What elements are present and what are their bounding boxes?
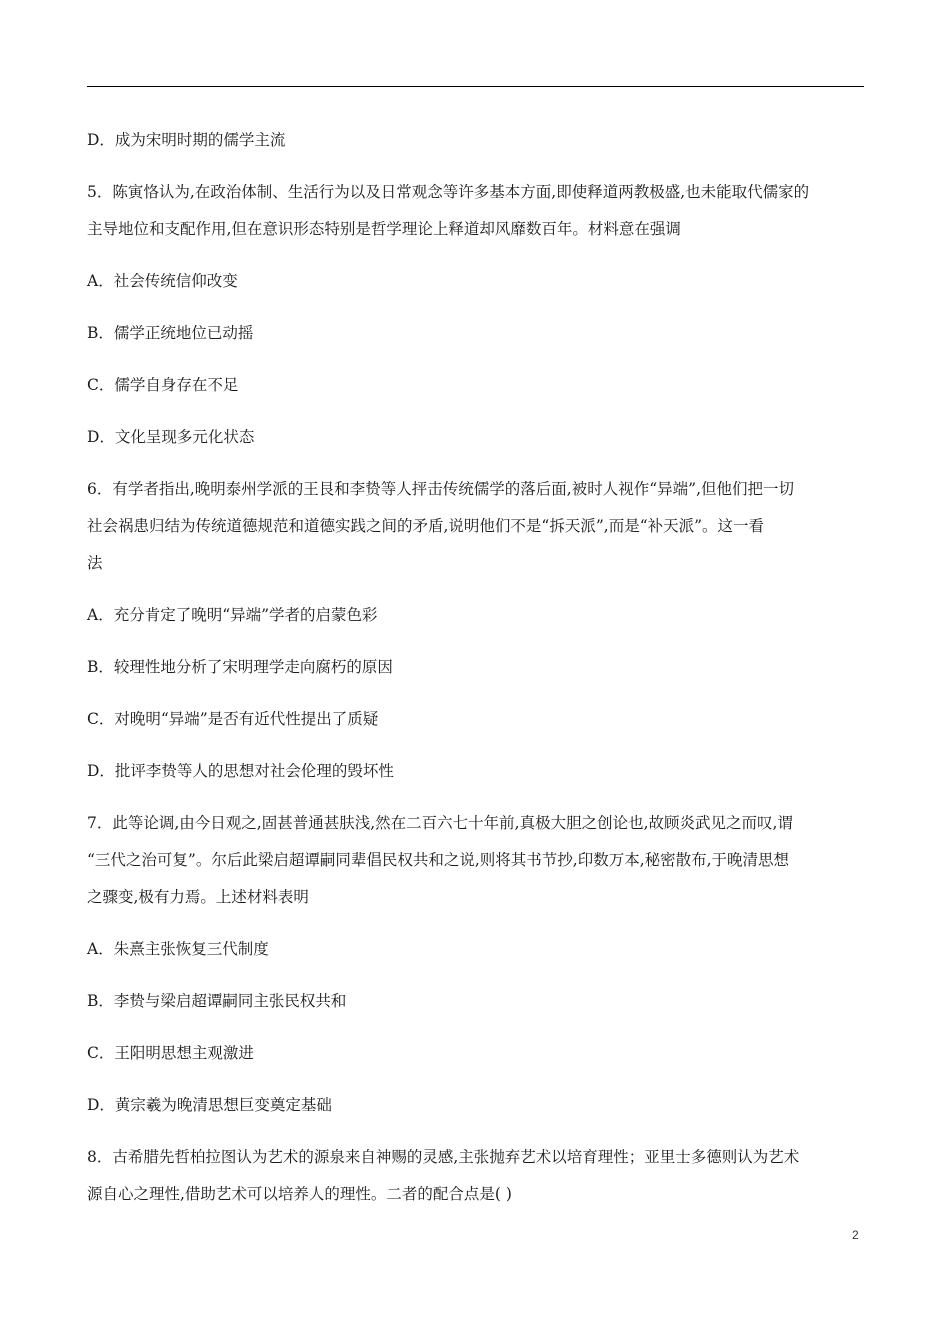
page-number: 2: [852, 1228, 859, 1242]
spacer: [87, 686, 867, 701]
spacer: [87, 159, 867, 174]
q6-stem-line-1: 6．有学者指出,晚明泰州学派的王艮和李贽等人抨击传统儒学的落后面,被时人视作“异端”,但他们把一切: [87, 480, 794, 498]
q8-stem-line-1: 8．古希腊先哲柏拉图认为艺术的源泉来自神赐的灵感,主张抛弃艺术以培育理性；亚里士多德则认为艺术: [87, 1148, 800, 1166]
spacer: [87, 404, 867, 419]
spacer: [87, 456, 867, 471]
q7-option-b: B．李贽与梁启超谭嗣同主张民权共和: [87, 992, 347, 1010]
q5-stem-line-2: 主导地位和支配作用,但在意识形态特别是哲学理论上释道却风靡数百年。材料意在强调: [87, 220, 681, 238]
spacer: [87, 352, 867, 367]
spacer: [87, 1124, 867, 1139]
q7-stem-line-1: 7．此等论调,由今日观之,固甚普通甚肤浅,然在二百六七十年前,真极大胆之创论也,故顾炎武见之而叹,谓: [87, 814, 793, 832]
q5-option-a: A．社会传统信仰改变: [87, 272, 238, 290]
document-body: [87, 122, 867, 1213]
q7-option-a: A．朱熹主张恢复三代制度: [87, 940, 269, 958]
q6-option-c: C．对晚明“异端”是否有近代性提出了质疑: [87, 710, 379, 728]
spacer: [87, 968, 867, 983]
q5-stem-line-1: 5．陈寅恪认为,在政治体制、生活行为以及日常观念等许多基本方面,即使释道两教极盛,也未能取代儒家的: [87, 183, 810, 201]
spacer: [87, 738, 867, 753]
q5-option-c: C．儒学自身存在不足: [87, 376, 239, 394]
header-rule: [87, 86, 864, 87]
spacer: [87, 1020, 867, 1035]
spacer: [87, 1072, 867, 1087]
spacer: [87, 248, 867, 263]
spacer: [87, 300, 867, 315]
q6-stem-line-2: 社会祸患归结为传统道德规范和道德实践之间的矛盾,说明他们不是“拆天派”,而是“补天派”。这一看: [87, 517, 765, 535]
q5-option-d: D．文化呈现多元化状态: [87, 428, 255, 446]
spacer: [87, 582, 867, 597]
q6-option-a: A．充分肯定了晚明“异端”学者的启蒙色彩: [87, 606, 378, 624]
q7-stem-line-2: “三代之治可复”。尔后此梁启超谭嗣同辈倡民权共和之说,则将其书节抄,印数万本,秘密散布,于晚清思想: [87, 851, 790, 869]
q4-option-d: D．成为宋明时期的儒学主流: [87, 131, 286, 149]
q6-option-b: B．较理性地分析了宋明理学走向腐朽的原因: [87, 658, 393, 676]
spacer: [87, 790, 867, 805]
q7-option-c: C．王阳明思想主观激进: [87, 1044, 254, 1062]
q7-stem-line-3: 之骤变,极有力焉。上述材料表明: [87, 888, 309, 906]
spacer: [87, 916, 867, 931]
q5-option-b: B．儒学正统地位已动摇: [87, 324, 254, 342]
q8-stem-line-2: 源自心之理性,借助艺术可以培养人的理性。二者的配合点是( ): [87, 1185, 512, 1203]
q6-stem-line-3: 法: [87, 554, 103, 572]
q6-option-d: D．批评李贽等人的思想对社会伦理的毁坏性: [87, 762, 394, 780]
q7-option-d: D．黄宗羲为晚清思想巨变奠定基础: [87, 1096, 332, 1114]
spacer: [87, 634, 867, 649]
